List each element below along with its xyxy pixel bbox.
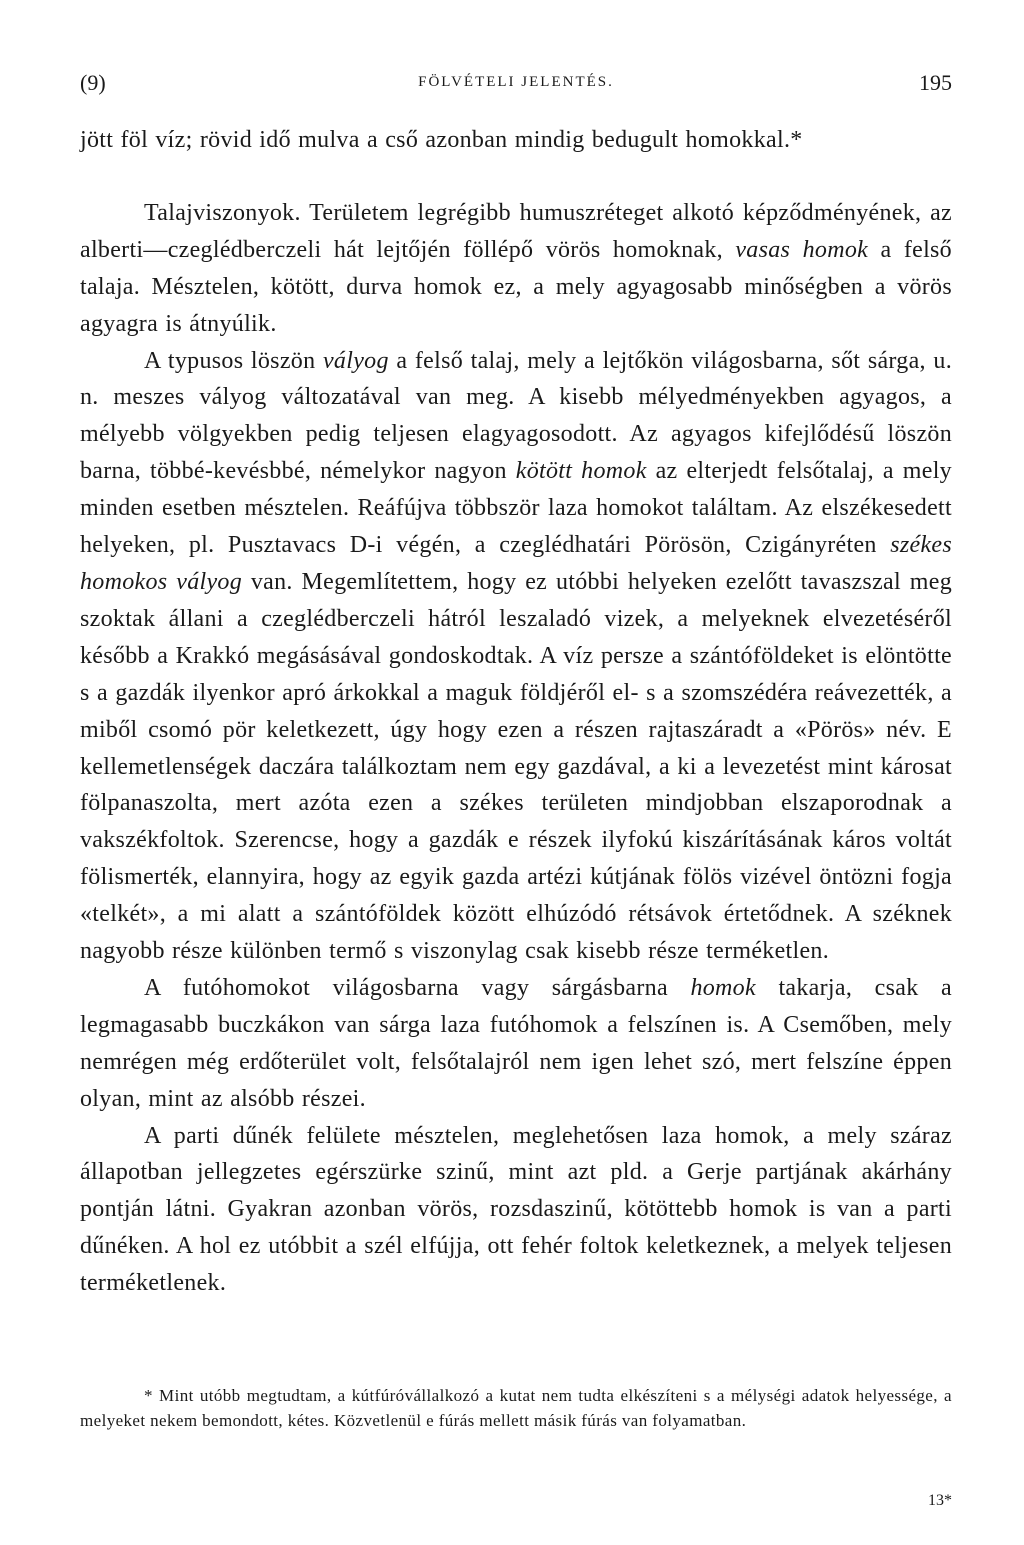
page-label: (9) bbox=[80, 70, 106, 95]
page-number: 195 bbox=[919, 70, 952, 95]
italic-term: kötött homok bbox=[515, 458, 647, 485]
text-run: az elterjedt felsőtalaj, a mely minden esetben mésztelen. Reáfújva többször laza homokot találtam. Az elszékesedett helyeken, pl. Pusztavacs D-i végén, a czeglédhatári Pörösön, Czigányréten bbox=[80, 458, 952, 559]
footnote bbox=[80, 1384, 952, 1433]
text-run: takarja, csak a legmagasabb buczkákon van sárga laza futóhomok a felszínen is. A Csemőben, mely nemrégen még erdőterület volt, felsőtalajról nem igen lehet szó, mert felszíne éppen olyan, mint az alsóbb részei. bbox=[80, 974, 952, 1112]
italic-term: homok bbox=[690, 974, 756, 1001]
signature-mark: 13* bbox=[928, 1492, 952, 1509]
text-run: A futóhomokot világosbarna vagy sárgásbarna bbox=[144, 974, 691, 1001]
text-run: A typusos löszön bbox=[144, 347, 323, 374]
italic-term: vályog bbox=[322, 347, 389, 374]
running-title: FÖLVÉTELI JELENTÉS. bbox=[418, 74, 614, 90]
text-run: van. Megemlítettem, hogy ez utóbbi helyeken ezelőtt tavaszszal meg szoktak állani a czeglédberczeli hátról leszaladó vizek, a melyeknek elvezetéséről később a Krakkó megásásával gondoskodtak. A víz persze a szántóföldeket is elöntötte s a gazdák ilyenkor apró árkokkal a maguk földjéről el- s a szomszédéra reávezették, a miből csomó pör keletkezett, úgy hogy ezen a részen rajtaszáradt a «Pörös» név. E kellemetlenségek daczára találkoztam nem egy gazdával, a ki a levezetést mint károsat fölpanaszolta, mert azóta ezen a székes területen mindjobban elszaporodnak a vakszékfoltok. Szerencse, hogy a gazdák e részek ilyfokú kiszárításának káros voltát fölismerték, elannyira, hogy az egyik gazda artézi kútjának fölös vizével öntözni fogja «telkét», a mi alatt a szántóföldek között elhúzódó rétsávok értetődnek. A széknek nagyobb része különben termő s viszonylag csak kisebb része terméketlen. bbox=[80, 568, 952, 965]
main-text bbox=[80, 122, 952, 1302]
text-run: Talajviszonyok. Területem legrégibb humuszréteget alkotó képződményének, az alberti—czeglédberczeli hát lejtőjén föllépő vörös homoknak, bbox=[80, 199, 952, 263]
text-run: a felső talaj, mely a lejtőkön világosbarna, sőt sárga, u. n. meszes vályog változatával van meg. A kisebb mélyedményekben agyagos, a mélyebb völgyekben pedig teljesen elagyagosodott. Az agyagos kifejlődésű löszön barna, többé-kevésbbé, némelykor nagyon bbox=[80, 347, 952, 485]
italic-term: vasas homok bbox=[735, 236, 869, 263]
paragraph-continuation: jött föl víz; rövid idő mulva a cső azonban mindig bedugult homokkal.* bbox=[80, 127, 803, 153]
paragraph-lösz bbox=[80, 343, 952, 970]
italic-term: székes homokos vályog bbox=[80, 532, 952, 595]
running-header bbox=[80, 70, 952, 100]
footnote-text: * Mint utóbb megtudtam, a kútfúróvállalkozó a kutat nem tudta elkészíteni s a mélységi adatok helyessége, a melyeket nekem bemondott, kétes. Közvetlenül e fúrás mellett másik fúrás van folyamatban. bbox=[80, 1386, 952, 1430]
text-run: a felső talaja. Mésztelen, kötött, durva homok ez, a mely agyagosabb minőségben a vörös agyagra is átnyúlik. bbox=[80, 236, 952, 337]
paragraph-parti-dunek: A parti dűnék felülete mésztelen, meglehetősen laza homok, a mely száraz állapotban jellegzetes egérszürke szinű, mint azt pld. a Gerje partjának akárhány pontján látni. Gyakran azonban vörös, rozsdaszinű, kötöttebb homok is van a parti dűnéken. A hol ez utóbbit a szél elfújja, ott fehér foltok keletkeznek, a melyek teljesen terméketlenek. bbox=[80, 1122, 952, 1297]
paragraph-futohomok bbox=[80, 970, 952, 1118]
paragraph-talajviszonyok bbox=[80, 195, 952, 343]
